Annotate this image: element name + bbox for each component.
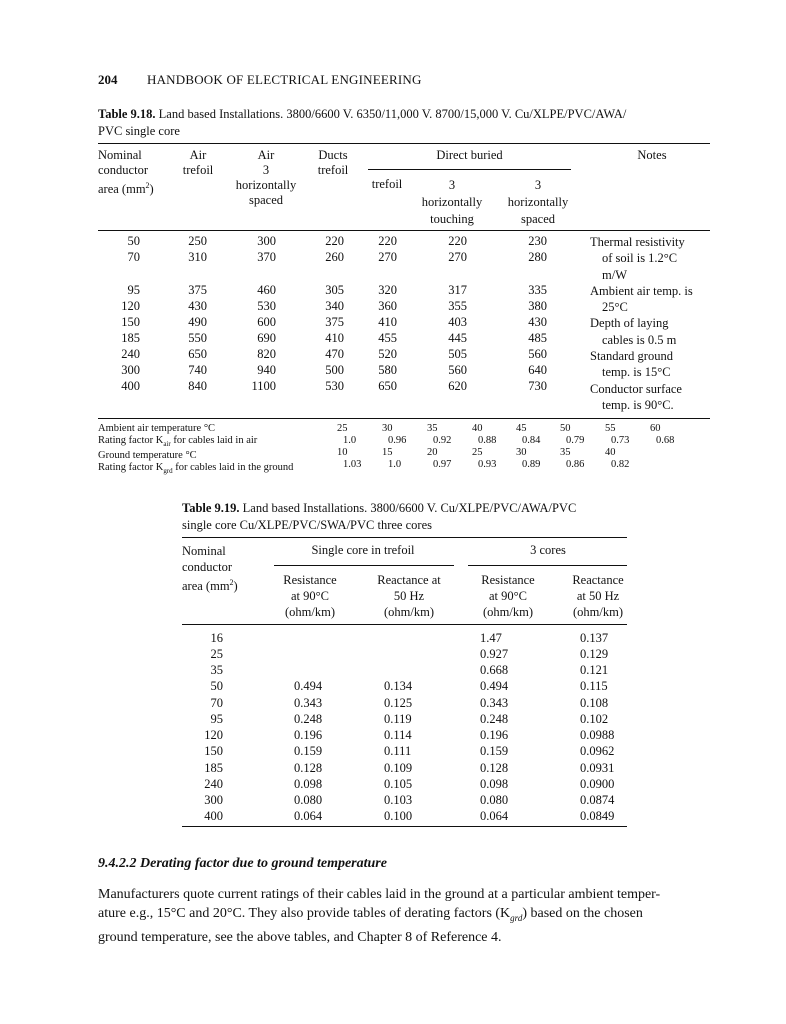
header-line: horizontally (235, 178, 297, 192)
table-9-18-cell: 530 (257, 299, 276, 313)
ambient-value: 55 (605, 423, 616, 434)
header-line: at 50 Hz (576, 589, 620, 603)
table-9-19-cell: 0.128 (294, 761, 323, 775)
note-line: m/W (602, 267, 627, 282)
table-9-18-cell: 940 (257, 363, 276, 377)
table-9-18-cell: 485 (528, 331, 547, 345)
table-9-19-cell: 0.121 (580, 663, 609, 677)
table-9-18-cell: 530 (325, 379, 344, 393)
single-core-rule (274, 565, 454, 566)
ambient-value: 35 (427, 423, 438, 434)
table-9-19-cell: 0.0931 (580, 761, 615, 775)
col-air-horiz-header (226, 148, 306, 208)
table-9-18-cell: 150 (121, 315, 140, 329)
running-header-title: HANDBOOK OF ELECTRICAL ENGINEERING (147, 72, 422, 87)
table-9-18-cell: 355 (448, 299, 467, 313)
header-line: at 90°C (291, 589, 329, 603)
table-9-19-cell: 0.248 (480, 712, 509, 726)
ground-factor-label (98, 462, 294, 477)
header-line: (ohm/km) (384, 605, 434, 619)
table-9-18-cell: 690 (257, 331, 276, 345)
table-9-18-cell: 430 (188, 299, 207, 313)
table-9-19-cell: 0.343 (294, 696, 323, 710)
table-9-18-header-rule (98, 230, 710, 231)
table-9-18-cell: 270 (448, 250, 467, 264)
table-9-18-cell: 820 (257, 347, 276, 361)
table-9-18-cell: 560 (528, 347, 547, 361)
ambient-value: 35 (560, 447, 571, 458)
table-9-19-cell: 0.080 (480, 793, 509, 807)
table-9-19-cell: 0.494 (294, 679, 323, 693)
table-9-19-cell: 0.159 (294, 744, 323, 758)
table-9-18-cell: 220 (448, 234, 467, 248)
label-sub: air (163, 440, 171, 449)
table-9-18-cell: 270 (378, 250, 397, 264)
ambient-value: 0.82 (611, 459, 630, 470)
note-line: 25°C (602, 300, 628, 315)
table-9-18-cell: 375 (325, 315, 344, 329)
ambient-value: 25 (472, 447, 483, 458)
ambient-value: 1.0 (388, 459, 402, 470)
table-9-19-cell: 300 (204, 793, 223, 807)
air-temp-label: Ambient air temperature °C (98, 423, 216, 434)
ambient-value: 1.0 (343, 435, 357, 446)
header-line: at 90°C (489, 589, 527, 603)
table-9-19-cell: 185 (204, 761, 223, 775)
label-part: Rating factor K (98, 435, 164, 446)
table-9-19-cell: 25 (210, 647, 223, 661)
ambient-labels (98, 423, 294, 477)
header-line: Air (257, 148, 275, 162)
table-9-19-cell: 0.080 (294, 793, 323, 807)
ambient-value: 0.86 (566, 459, 585, 470)
header-line: Reactance (572, 573, 624, 587)
table-9-18-cell: 95 (127, 283, 140, 297)
ambient-value: 0.97 (433, 459, 452, 470)
table-9-19-cell: 70 (210, 696, 223, 710)
table-9-18-cell: 70 (127, 250, 140, 264)
table-9-19-cell: 0.196 (480, 728, 509, 742)
ambient-value: 60 (650, 423, 661, 434)
ground-temp-label: Ground temperature °C (98, 450, 197, 462)
table-9-19-cell: 95 (210, 712, 223, 726)
note-line: of soil is 1.2°C (602, 251, 678, 266)
label-part: for cables laid in air (170, 435, 258, 446)
k-sub: grd (510, 912, 523, 923)
note-line: cables is 0.5 m (602, 332, 677, 347)
table-9-18-cell: 305 (325, 283, 344, 297)
table-9-18-cell: 640 (528, 363, 547, 377)
header-line: conductor (98, 163, 148, 177)
table-9-18-cell: 230 (528, 234, 547, 248)
table-9-19-cell: 50 (210, 679, 223, 693)
header-line: trefoil (317, 163, 349, 177)
table-9-19-cell: 0.159 (480, 744, 509, 758)
table-9-19-cell: 0.102 (580, 712, 609, 726)
table-9-19-cell: 35 (210, 663, 223, 677)
header-line: 3 (262, 163, 270, 177)
table-9-18-cell: 445 (448, 331, 467, 345)
table-9-18-cell: 300 (121, 363, 140, 377)
table-9-19-cell: 0.114 (384, 728, 412, 742)
table-9-18-cell: 455 (378, 331, 397, 345)
table-9-19-top-rule (182, 537, 627, 538)
col-air-trefoil-header (168, 148, 228, 178)
table-9-19-cell: 0.668 (480, 663, 509, 677)
note-line: Conductor surface (590, 381, 682, 396)
table-9-18-caption-text: Land based Installations. 3800/6600 V. 6350/11,000 V. 8700/15,000 V. Cu/XLPE/PVC/AWA/ (158, 107, 627, 121)
header-line: 3 (448, 178, 456, 192)
table-9-18-cell: 650 (188, 347, 207, 361)
table-9-18-cell: 520 (378, 347, 397, 361)
header-line: (ohm/km) (483, 605, 533, 619)
table-9-19-cell: 0.0988 (580, 728, 615, 742)
table-9-19-cell: 0.137 (580, 631, 609, 645)
t919-single-core-header: Single core in trefoil (311, 543, 415, 557)
table-9-19-cell: 1.47 (480, 631, 502, 645)
table-9-18-cell: 320 (378, 283, 397, 297)
table-9-19-cell: 240 (204, 777, 223, 791)
ambient-value: 0.92 (433, 435, 452, 446)
t919-reactance2-header (560, 572, 636, 620)
label-part: for cables laid in the ground (172, 462, 294, 474)
table-9-18-cell: 370 (257, 250, 276, 264)
table-9-18-cell: 410 (325, 331, 344, 345)
table-9-19-caption-text: Land based Installations. 3800/6600 V. Cu/XLPE/PVC/AWA/PVC (242, 501, 577, 515)
ambient-value: 30 (516, 447, 527, 458)
table-9-18-cell: 840 (188, 379, 207, 393)
header-line: Nominal (182, 544, 226, 558)
note-line: temp. is 90°C. (602, 397, 674, 412)
ambient-value: 10 (337, 447, 348, 458)
table-9-18-cell: 250 (188, 234, 207, 248)
header-line: (ohm/km) (285, 605, 335, 619)
table-9-19-cell: 0.343 (480, 696, 509, 710)
table-9-18-cell: 120 (121, 299, 140, 313)
table-9-18-cell: 335 (528, 283, 547, 297)
table-9-18-cell: 300 (257, 234, 276, 248)
table-9-19-cell: 0.196 (294, 728, 323, 742)
ambient-value: 20 (427, 447, 438, 458)
col-direct-buried-header: Direct buried (436, 148, 503, 162)
header-line: Resistance (481, 573, 535, 587)
table-9-18-cell: 560 (448, 363, 467, 377)
table-9-19-cell: 0.0900 (580, 777, 615, 791)
table-9-18-cell: 400 (121, 379, 140, 393)
three-cores-rule (468, 565, 627, 566)
table-9-18-cell: 740 (188, 363, 207, 377)
col-db-touching-header (410, 177, 494, 228)
table-9-18-cell: 50 (127, 234, 140, 248)
table-9-19-cell: 0.098 (294, 777, 323, 791)
table-9-19-cell: 0.927 (480, 647, 509, 661)
table-9-18-cell: 317 (448, 283, 467, 297)
header-line: trefoil (182, 163, 214, 177)
t919-resistance2-header (468, 572, 548, 620)
t919-resistance-header (272, 572, 348, 620)
table-9-18-cell: 340 (325, 299, 344, 313)
note-line: Ambient air temp. is (590, 283, 693, 298)
page-number: 204 (98, 72, 118, 87)
table-9-18-cell: 220 (325, 234, 344, 248)
paragraph-line (98, 904, 710, 928)
header-line: area $(mm^2)$ (98, 181, 154, 197)
table-9-18-cell: 380 (528, 299, 547, 313)
direct-buried-rule (368, 169, 571, 170)
table-9-19-cell: 0.248 (294, 712, 323, 726)
header-line: conductor (182, 560, 232, 574)
table-9-18-notes (590, 234, 693, 413)
table-9-18-cell: 403 (448, 315, 467, 329)
table-9-19-cell: 0.103 (384, 793, 413, 807)
table-9-19-cell: 0.134 (384, 679, 413, 693)
table-9-18-cell: 240 (121, 347, 140, 361)
table-9-19-cell: 0.108 (580, 696, 609, 710)
paragraph-line: ground temperature, see the above tables, and Chapter 8 of Reference 4. (98, 929, 502, 945)
header-line: (ohm/km) (573, 605, 623, 619)
table-9-19-caption-text2: single core Cu/XLPE/PVC/SWA/PVC three cores (182, 518, 432, 532)
table-9-19-cell: 0.111 (384, 744, 412, 758)
table-9-19-label: Table 9.19. (182, 501, 240, 515)
section-paragraph (98, 885, 710, 947)
table-9-19-cell: 120 (204, 728, 223, 742)
ambient-value: 0.84 (522, 435, 541, 446)
header-line: horizontally (507, 195, 569, 209)
table-9-19-bottom-rule (182, 826, 627, 827)
table-9-19-cell: 0.0962 (580, 744, 615, 758)
table-9-18-cell: 580 (378, 363, 397, 377)
table-9-18-cell: 620 (448, 379, 467, 393)
ambient-value: 45 (516, 423, 527, 434)
air-factor-label (98, 435, 294, 450)
table-9-18-label: Table 9.18. (98, 107, 156, 121)
table-9-19-cell: 0.098 (480, 777, 509, 791)
header-line: Resistance (283, 573, 337, 587)
header-line: horizontally (421, 195, 483, 209)
table-9-19-cell: 0.0874 (580, 793, 615, 807)
table-9-19-cell: 0.494 (480, 679, 509, 693)
t919-three-cores-header: 3 cores (530, 543, 566, 557)
table-9-19-cell: 0.128 (480, 761, 509, 775)
table-9-19-header-rule (182, 624, 627, 625)
table-9-19-cell: 0.064 (294, 809, 323, 823)
table-9-18-cell: 430 (528, 315, 547, 329)
line-part: ) based on the chosen (522, 906, 643, 921)
table-9-18-cell: 1100 (251, 379, 276, 393)
table-9-18-top-rule (98, 143, 710, 144)
table-9-19-cell: 0.105 (384, 777, 413, 791)
header-line: Air (189, 148, 207, 162)
ambient-value: 25 (337, 423, 348, 434)
table-9-18-cell: 410 (378, 315, 397, 329)
ambient-value: 40 (605, 447, 616, 458)
note-line: Depth of laying (590, 316, 669, 331)
ambient-value: 0.93 (478, 459, 497, 470)
table-9-19-cell: 0.100 (384, 809, 413, 823)
table-9-18-cell: 260 (325, 250, 344, 264)
note-line: temp. is 15°C (602, 365, 671, 380)
ambient-value: 0.89 (522, 459, 541, 470)
table-9-18-cell: 470 (325, 347, 344, 361)
col-notes-header: Notes (637, 148, 667, 162)
section-title: 9.4.2.2 Derating factor due to ground temperature (98, 856, 387, 871)
table-9-18-cell: 220 (378, 234, 397, 248)
ambient-value: 0.96 (388, 435, 407, 446)
table-9-18-cell: 500 (325, 363, 344, 377)
table-9-19-cell: 0.0849 (580, 809, 615, 823)
header-line: 3 (534, 178, 542, 192)
header-line: Nominal (98, 148, 142, 162)
table-9-18-cell: 460 (257, 283, 276, 297)
table-9-18-cell: 730 (528, 379, 547, 393)
table-9-18-caption-text2: PVC single core (98, 124, 180, 138)
table-9-18-cell: 280 (528, 250, 547, 264)
table-9-19-cell: 0.129 (580, 647, 609, 661)
table-9-19-cell: 0.064 (480, 809, 509, 823)
note-line: Thermal resistivity (590, 235, 685, 249)
ambient-value: 0.88 (478, 435, 497, 446)
ambient-value: 0.73 (611, 435, 630, 446)
label-part: Rating factor K (98, 462, 164, 474)
ambient-value: 50 (560, 423, 571, 434)
table-9-19-cell: 0.125 (384, 696, 413, 710)
header-line: Reactance at (377, 573, 441, 587)
t919-reactance-at-header (366, 572, 452, 620)
col-db-spaced-header (496, 177, 580, 228)
table-9-19-cell: 0.115 (580, 679, 608, 693)
table-9-18-cell: 310 (188, 250, 207, 264)
table-9-18-cell: 550 (188, 331, 207, 345)
ambient-value: 0.79 (566, 435, 585, 446)
table-9-18-bottom-rule (98, 418, 710, 419)
header-line: Ducts (318, 148, 348, 162)
header-line: area $(mm^2)$ (182, 578, 238, 594)
table-9-18-cell: 650 (378, 379, 397, 393)
ambient-value: 1.03 (343, 459, 362, 470)
ambient-value: 40 (472, 423, 483, 434)
note-line: Standard ground (590, 349, 673, 364)
col-ducts-header (306, 148, 360, 178)
table-9-18-cell: 490 (188, 315, 207, 329)
header-line: touching (430, 212, 474, 226)
ambient-value: 0.68 (656, 435, 675, 446)
table-9-18-cell: 600 (257, 315, 276, 329)
label-sub: grd (163, 467, 173, 476)
header-line: spaced (520, 212, 555, 226)
paragraph-line: Manufacturers quote current ratings of their cables laid in the ground at a particular ambient temper- (98, 887, 661, 902)
col-db-trefoil-header: trefoil (371, 177, 403, 191)
table-9-19-cell: 16 (210, 631, 223, 645)
ambient-value: 30 (382, 423, 393, 434)
header-line: 50 Hz (393, 589, 425, 603)
t919-col-nominal-header (182, 543, 272, 594)
table-9-18-cell: 185 (121, 331, 140, 345)
table-9-18-cell: 375 (188, 283, 207, 297)
table-9-19-caption (182, 500, 642, 534)
header-line: spaced (248, 193, 283, 207)
table-9-19-cell: 0.119 (384, 712, 412, 726)
table-9-18-cell: 505 (448, 347, 467, 361)
ambient-value: 15 (382, 447, 393, 458)
table-9-19-cell: 400 (204, 809, 223, 823)
line-part: ature e.g., 15°C and 20°C. They also provide tables of derating factors (K (98, 906, 511, 921)
table-9-19-cell: 0.109 (384, 761, 413, 775)
table-9-18-caption (98, 106, 718, 140)
table-9-18-cell: 360 (378, 299, 397, 313)
table-9-19-cell: 150 (204, 744, 223, 758)
